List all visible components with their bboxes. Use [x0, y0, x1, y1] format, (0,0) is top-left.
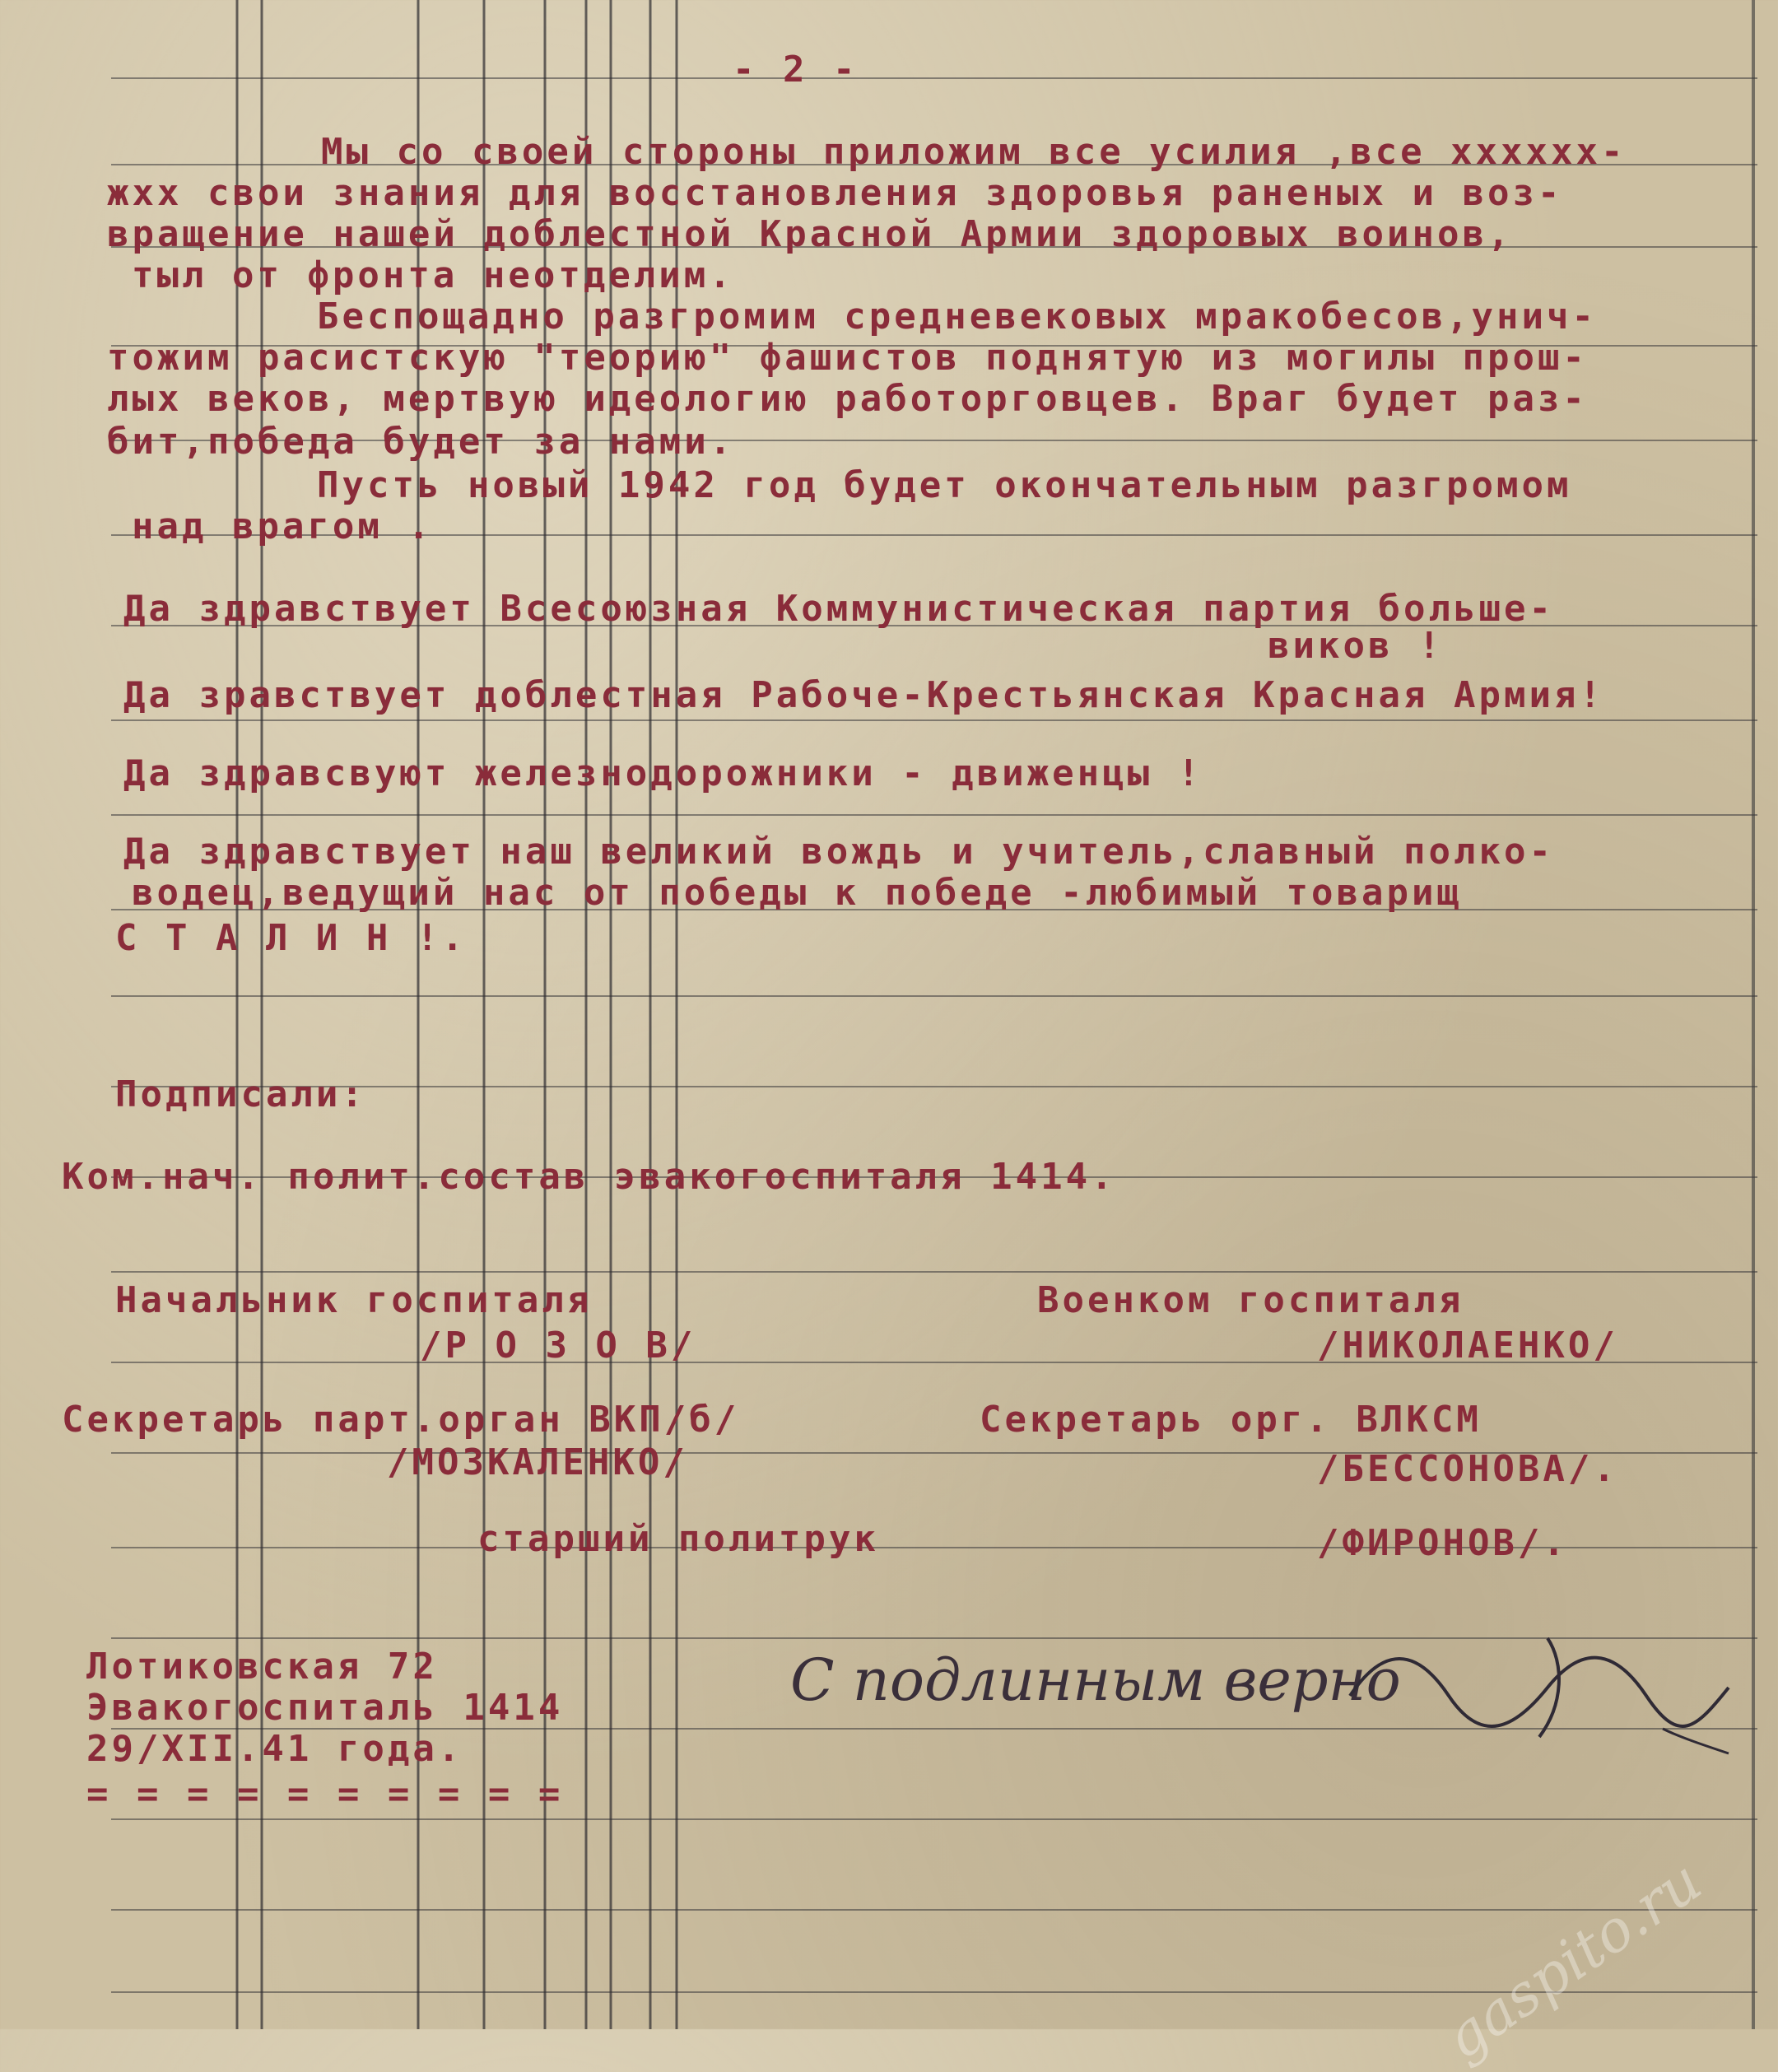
paragraph2-line2: тожим расистскую "теорию" фашистов поднятую из могилы прош- — [107, 337, 1588, 379]
sig-left-name2: /МОЗКАЛЕНКО/ — [387, 1441, 688, 1483]
sig-right-role1: Военком госпиталя — [1037, 1279, 1464, 1321]
signature-scribble — [1317, 1613, 1745, 1778]
sig-right-role2: Секретарь орг. ВЛКСМ — [980, 1399, 1482, 1441]
slogan1-line2: виков ! — [1268, 625, 1444, 667]
paragraph3-line1: Пусть новый 1942 год будет окончательным разгромом — [317, 464, 1572, 506]
composition-line: Ком.нач. полит.состав эвакогоспиталя 1414. — [62, 1156, 1116, 1198]
sig-left-role2: Секретарь парт.орган ВКП/б/ — [62, 1399, 740, 1441]
sig-right-name2: /БЕССОНОВА/. — [1317, 1448, 1618, 1490]
footer-line1: Лотиковская 72 — [86, 1646, 438, 1688]
sig-right-name3: /ФИРОНОВ/. — [1317, 1522, 1568, 1564]
slogan4-line3: С Т А Л И Н !. — [115, 917, 467, 959]
paragraph3-line2: над врагом . — [132, 505, 433, 547]
paragraph2-line1: Беспощадно разгромим средневековых мракобесов,унич- — [317, 296, 1598, 338]
slogan2: Да зравствует доблестная Рабоче-Крестьянская Красная Армия! — [123, 674, 1604, 716]
slogan3: Да здравсвуют железнодорожники - движенцы ! — [123, 752, 1203, 794]
paragraph1-line4: тыл от фронта неотделим. — [132, 254, 734, 296]
footer-line3: 29/XII.41 года. — [86, 1728, 463, 1770]
footer-line2: Эвакогоспиталь 1414 — [86, 1687, 564, 1729]
handwritten-note: С подлинным верно — [790, 1646, 1401, 1714]
paragraph2-line3: лых веков, мертвую идеологию работорговцев. Враг будет раз- — [107, 378, 1588, 420]
sig-left-role3: старший политрук — [477, 1518, 879, 1560]
paragraph1-line2: жхх свои знания для восстановления здоровья раненых и воз- — [107, 172, 1563, 214]
sig-left-name1: /Р О З О В/ — [420, 1325, 696, 1367]
page-number: - 2 - — [733, 49, 859, 91]
paragraph2-line4: бит,победа будет за нами. — [107, 421, 735, 463]
signed-label: Подписали: — [115, 1073, 366, 1115]
slogan4-line1: Да здравствует наш великий вождь и учитель,славный полко- — [123, 831, 1554, 873]
slogan4-line2: водец,ведущий нас от победы к победе -любимый товарищ — [132, 872, 1462, 914]
paragraph1-line1: Мы со своей стороны приложим все усилия ,все хххххх- — [321, 131, 1627, 173]
slogan1-line1: Да здравствует Всесоюзная Коммунистическая партия больше- — [123, 588, 1554, 630]
footer-line4: = = = = = = = = = = — [86, 1773, 564, 1815]
paragraph1-line3: вращение нашей доблестной Красной Армии здоровых воинов, — [107, 213, 1513, 255]
sig-left-role1: Начальник госпиталя — [115, 1279, 593, 1321]
watermark: gaspito.ru — [1432, 1846, 1714, 2072]
sig-right-name1: /НИКОЛАЕНКО/ — [1317, 1325, 1618, 1367]
